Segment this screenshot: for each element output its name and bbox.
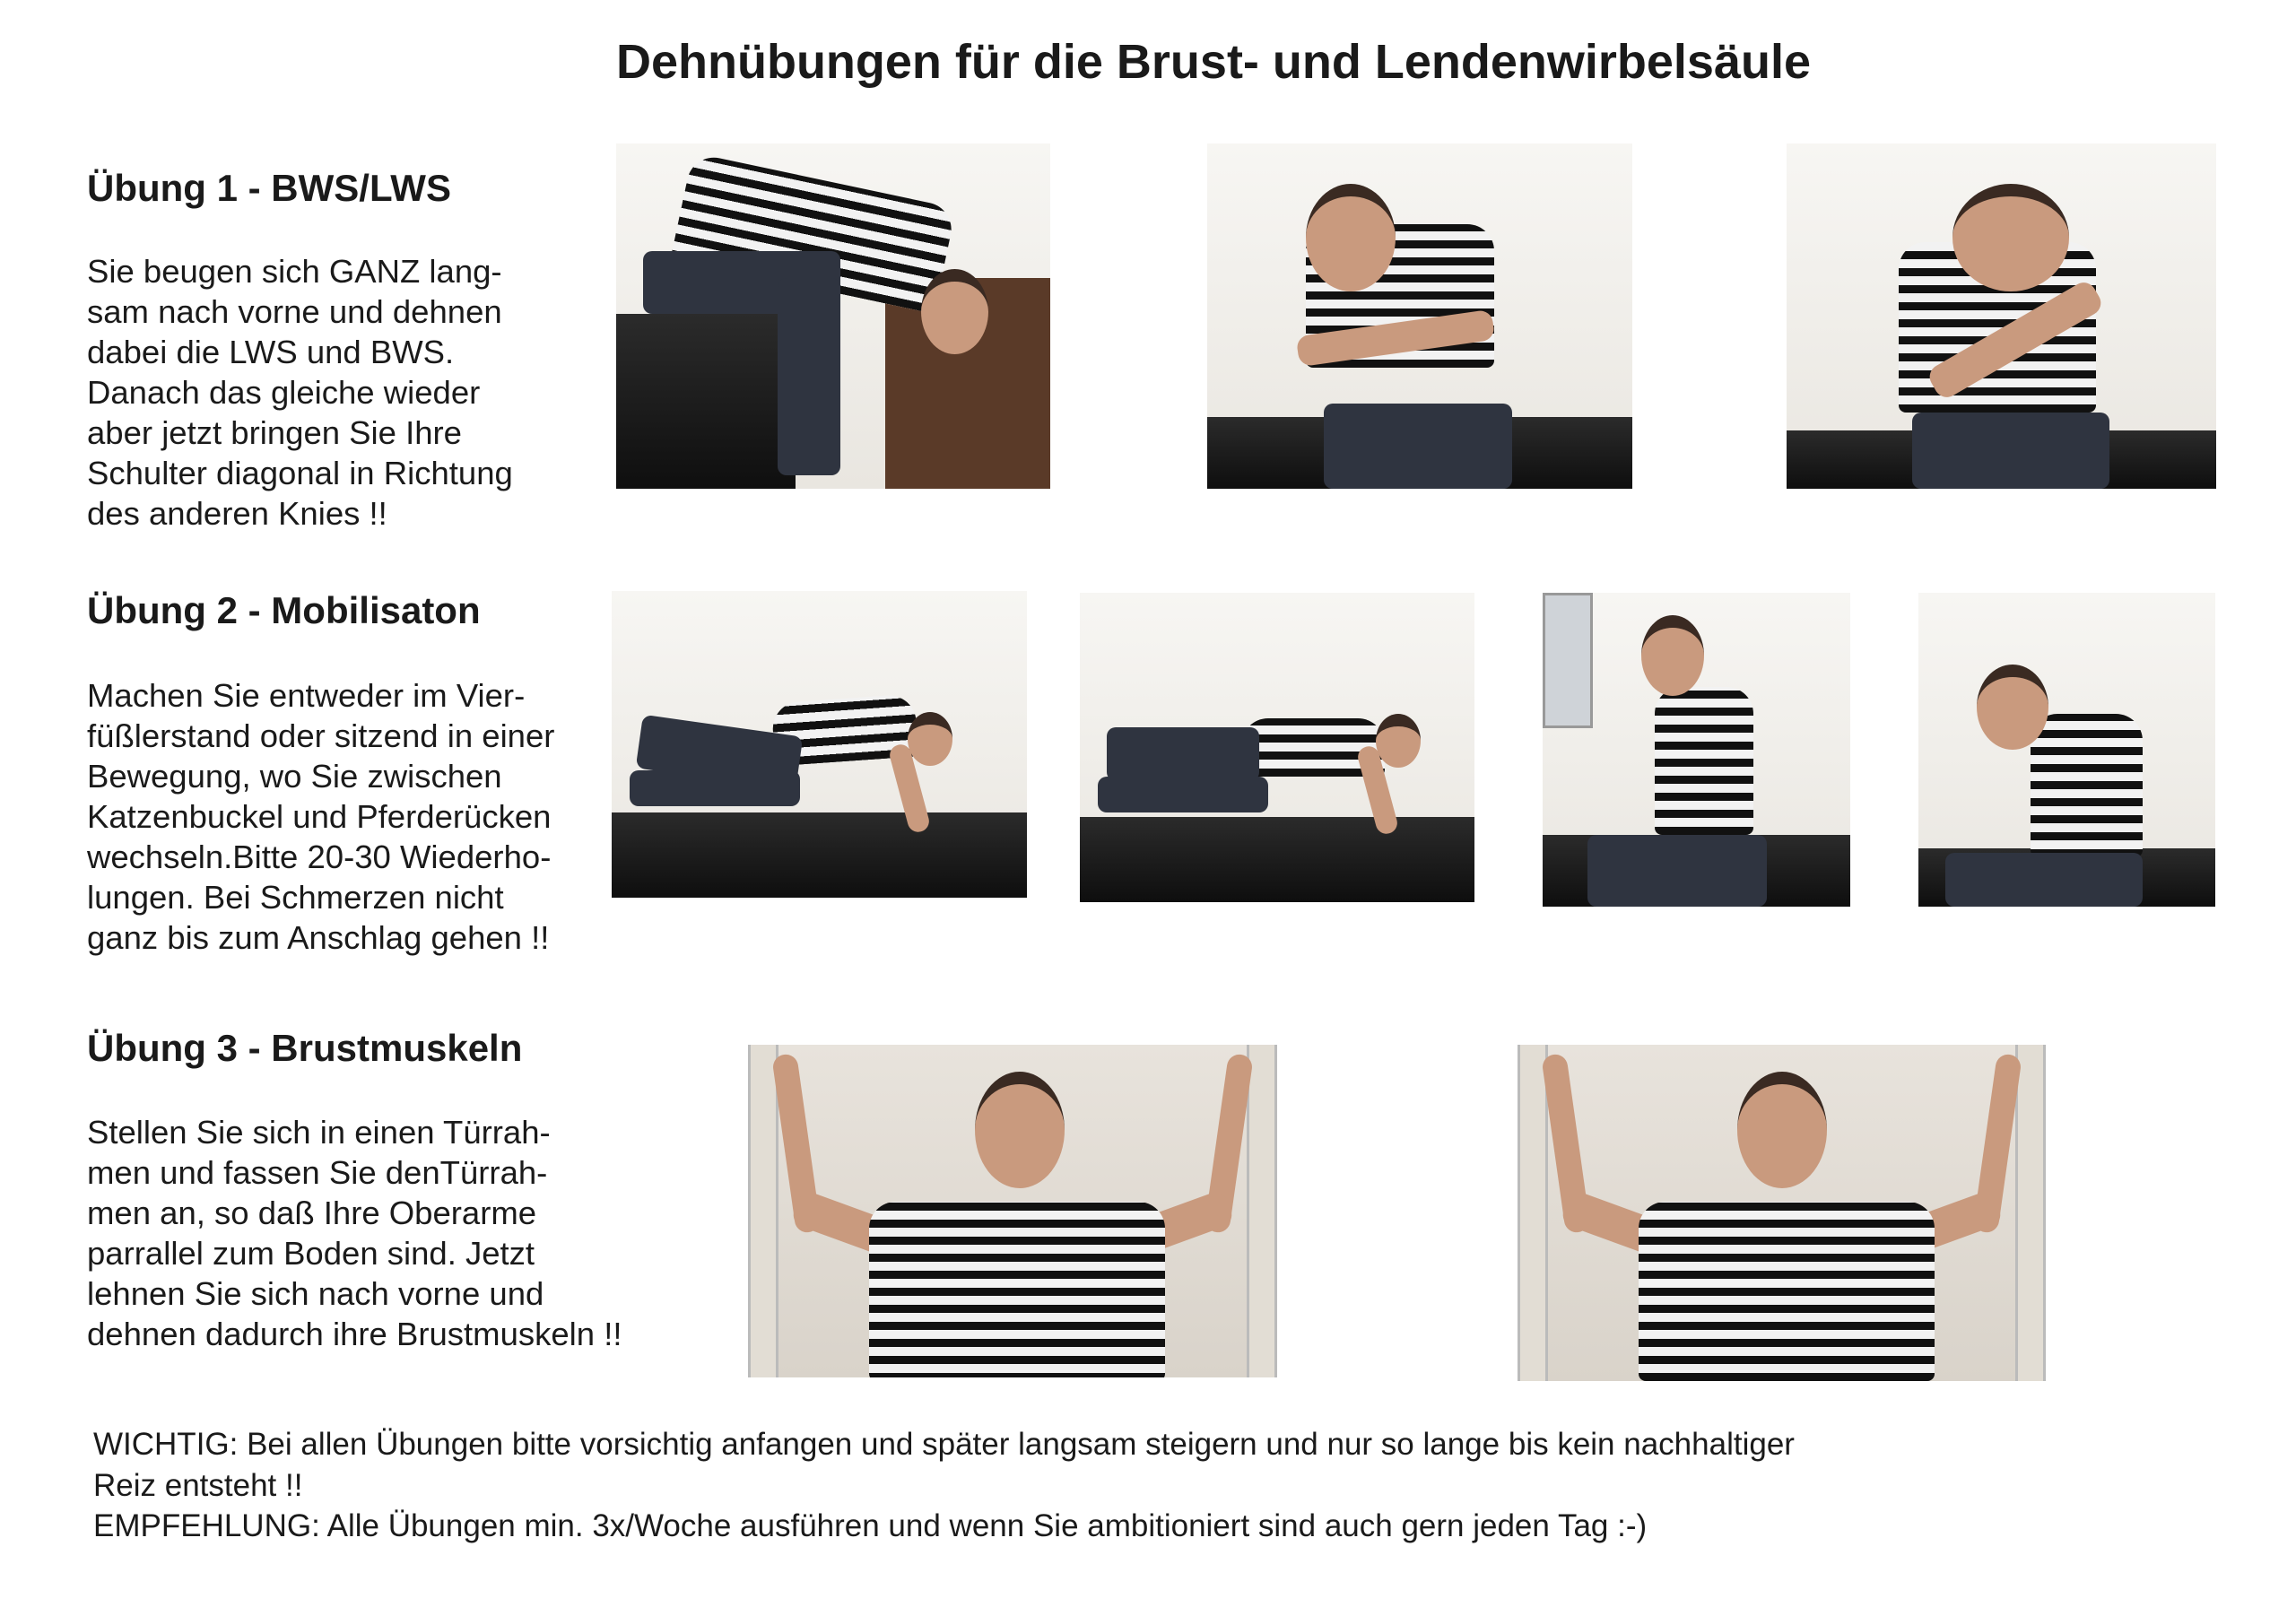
- text-line: Katzenbuckel und Pferderücken: [87, 798, 552, 835]
- exercise-2-text: [87, 675, 554, 958]
- exercise-1-photo-3: [1787, 143, 2216, 489]
- text-line: men und fassen Sie denTürrah-: [87, 1154, 548, 1191]
- text-line: lungen. Bei Schmerzen nicht: [87, 879, 504, 916]
- text-line: parrallel zum Boden sind. Jetzt: [87, 1235, 535, 1272]
- text-line: men an, so daß Ihre Oberarme: [87, 1195, 537, 1231]
- text-line: Sie beugen sich GANZ lang-: [87, 253, 502, 290]
- exercise-1-photo-1: [616, 143, 1050, 489]
- footer-notes: [93, 1424, 1795, 1547]
- text-line: dehnen dadurch ihre Brustmuskeln !!: [87, 1316, 622, 1352]
- important-note-continued: Reiz entsteht !!: [93, 1467, 303, 1503]
- text-line: Machen Sie entweder im Vier-: [87, 677, 526, 714]
- exercise-2-photo-1: [612, 591, 1027, 898]
- text-line: aber jetzt bringen Sie Ihre: [87, 414, 462, 451]
- text-line: dabei die LWS und BWS.: [87, 334, 455, 370]
- text-line: wechseln.Bitte 20-30 Wiederho-: [87, 838, 552, 875]
- text-line: füßlerstand oder sitzend in einer: [87, 717, 555, 754]
- text-line: des anderen Knies !!: [87, 495, 387, 532]
- text-line: lehnen Sie sich nach vorne und: [87, 1275, 544, 1312]
- exercise-1-text: [87, 251, 513, 534]
- exercise-2-photo-4: [1918, 593, 2215, 907]
- text-line: Schulter diagonal in Richtung: [87, 455, 513, 491]
- exercise-3-photo-1: [748, 1045, 1277, 1377]
- exercise-2-photo-3: [1543, 593, 1850, 907]
- recommendation-note: EMPFEHLUNG: Alle Übungen min. 3x/Woche ausführen und wenn Sie ambitioniert sind auch gern jeden Tag :-): [93, 1508, 1648, 1543]
- exercise-3-heading: Übung 3 - Brustmuskeln: [87, 1027, 523, 1069]
- important-note: WICHTIG: Bei allen Übungen bitte vorsichtig anfangen und später langsam steigern und nur so lange bis kein nachhaltiger: [93, 1427, 1795, 1462]
- text-line: Stellen Sie sich in einen Türrah-: [87, 1114, 551, 1151]
- exercise-3-photo-2: [1518, 1045, 2046, 1381]
- text-line: Bewegung, wo Sie zwischen: [87, 758, 502, 795]
- exercise-2-heading: Übung 2 - Mobilisaton: [87, 589, 481, 631]
- exercise-3-text: [87, 1112, 622, 1354]
- exercise-1-photo-2: [1207, 143, 1632, 489]
- text-line: ganz bis zum Anschlag gehen !!: [87, 919, 550, 956]
- exercise-1-heading: Übung 1 - BWS/LWS: [87, 167, 451, 209]
- page-title: Dehnübungen für die Brust- und Lendenwirbelsäule: [615, 35, 1812, 89]
- exercise-2-photo-2: [1080, 593, 1474, 902]
- text-line: sam nach vorne und dehnen: [87, 293, 502, 330]
- text-line: Danach das gleiche wieder: [87, 374, 481, 411]
